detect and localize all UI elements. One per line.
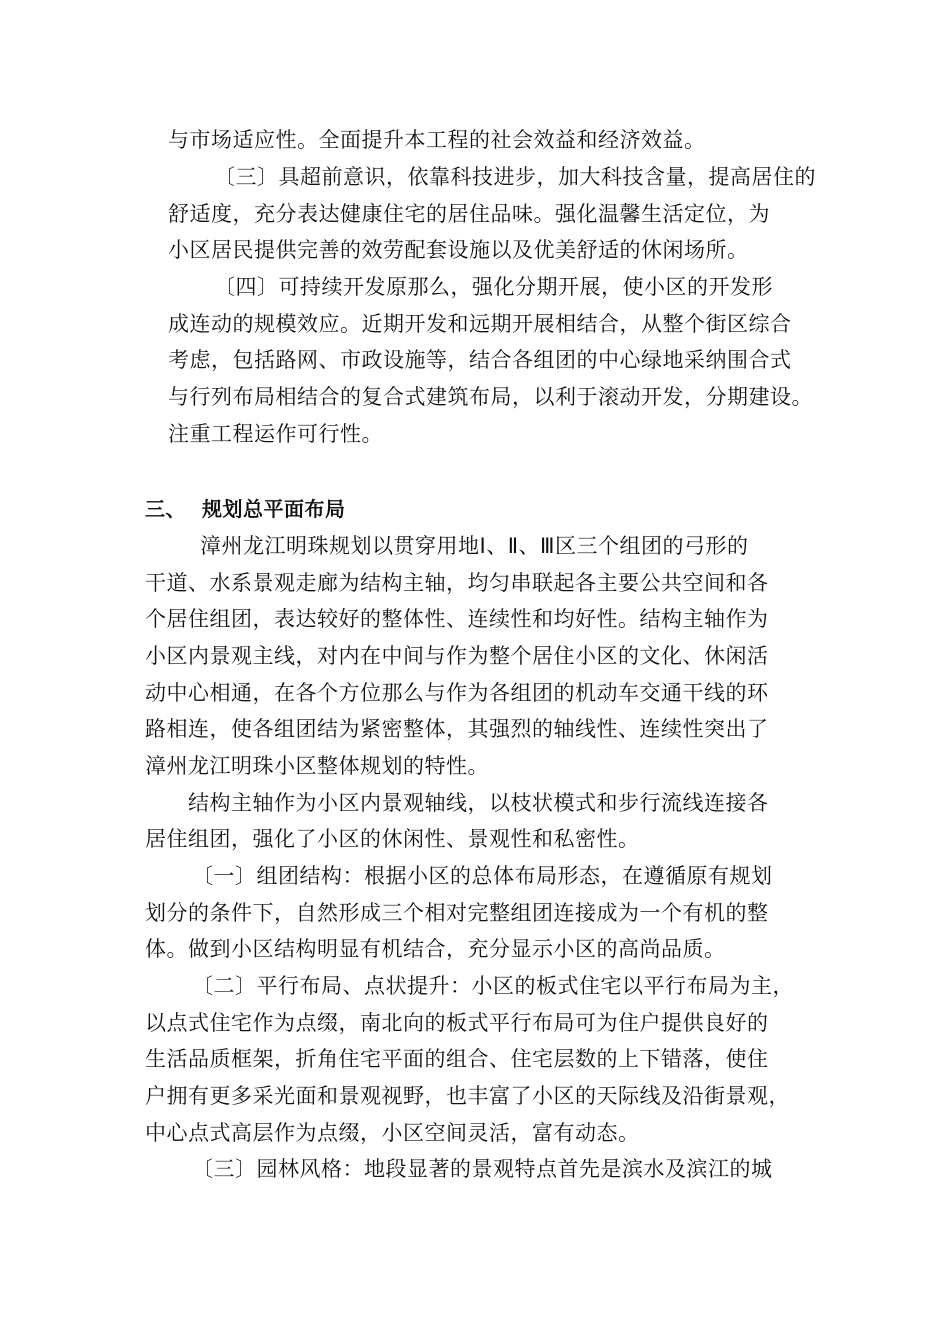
section-number: 三、 — [145, 497, 186, 521]
body-line-15: 生活品质框架，折角住宅平面的组合、住宅层数的上下错落，使住 — [145, 1047, 769, 1071]
body-line-6: 路相连，使各组团结为紧密整体，其强烈的轴线性、连续性突出了 — [145, 717, 769, 741]
body-line-8: 结构主轴作为小区内景观轴线，以枝状模式和步行流线连接各 — [188, 791, 769, 815]
body-line-1: 漳州龙江明珠规划以贯穿用地Ⅰ、Ⅱ、Ⅲ区三个组团的弓形的 — [200, 534, 749, 558]
intro-line-2: 〔三〕具超前意识，依靠科技进步，加大科技含量，提高居住的 — [214, 165, 816, 189]
body-line-2: 干道、水系景观走廊为结构主轴，均匀串联起各主要公共空间和各 — [145, 571, 769, 595]
body-line-17: 中心点式高层作为点缀，小区空间灵活，富有动态。 — [145, 1121, 640, 1145]
body-line-3: 个居住组团，表达较好的整体性、连续性和均好性。结构主轴作为 — [145, 607, 769, 631]
body-line-12: 体。做到小区结构明显有机结合，充分显示小区的高尚品质。 — [145, 937, 726, 961]
intro-line-1: 与市场适应性。全面提升本工程的社会效益和经济效益。 — [168, 128, 706, 152]
body-line-5: 动中心相通，在各个方位那么与作为各组团的机动车交通干线的环 — [145, 681, 769, 705]
body-line-9: 居住组团，强化了小区的休闲性、景观性和私密性。 — [145, 827, 640, 851]
body-line-16: 户拥有更多采光面和景观视野，也丰富了小区的天际线及沿街景观， — [145, 1084, 790, 1108]
body-line-18: 〔三〕园林风格：地段显著的景观特点首先是滨水及滨江的城 — [192, 1157, 773, 1181]
body-line-10: 〔一〕组团结构：根据小区的总体布局形态，在遵循原有规划 — [192, 864, 773, 888]
intro-line-3: 舒适度，充分表达健康住宅的居住品味。强化温馨生活定位，为 — [168, 202, 770, 226]
intro-line-6: 成连动的规模效应。近期开发和远期开展相结合，从整个街区综合 — [168, 312, 792, 336]
intro-line-7: 考虑，包括路网、市政设施等，结合各组团的中心绿地采纳围合式 — [168, 348, 792, 372]
body-line-4: 小区内景观主线，对内在中间与作为整个居住小区的文化、休闲活 — [145, 644, 769, 668]
body-line-7: 漳州龙江明珠小区整体规划的特性。 — [145, 754, 489, 778]
intro-line-8: 与行列布局相结合的复合式建筑布局，以利于滚动开发，分期建设。 — [168, 385, 813, 409]
intro-line-5: 〔四〕可持续开发原那么，强化分期开展，使小区的开发形 — [214, 275, 773, 299]
body-line-14: 以点式住宅作为点缀，南北向的板式平行布局可为住户提供良好的 — [145, 1011, 769, 1035]
intro-line-9: 注重工程运作可行性。 — [168, 422, 383, 446]
body-line-11: 划分的条件下，自然形成三个相对完整组团连接成为一个有机的整 — [145, 901, 769, 925]
section-title: 规划总平面布局 — [202, 497, 346, 521]
body-line-13: 〔二〕平行布局、点状提升：小区的板式住宅以平行布局为主， — [192, 974, 794, 998]
intro-line-4: 小区居民提供完善的效劳配套设施以及优美舒适的休闲场所。 — [168, 238, 749, 262]
